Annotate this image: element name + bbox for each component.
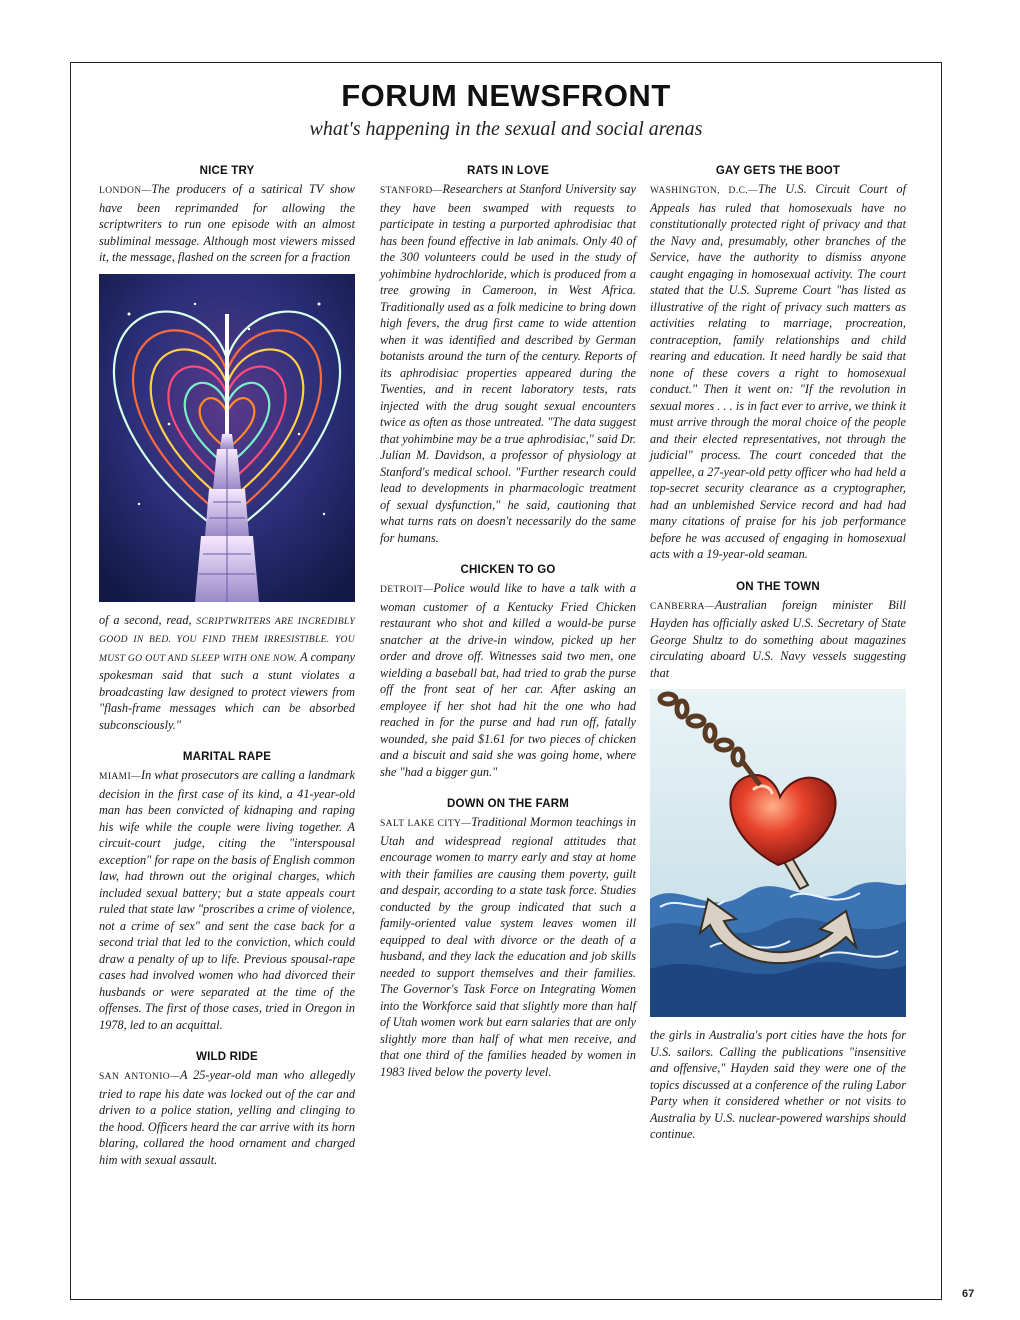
article-text: A company spokesman said that such a stunt violates a broadcasting law designed to protect viewers from "flash-frame messages which can be absorbed subconsciously." bbox=[99, 649, 355, 732]
article-text: The producers of a satirical TV show have been reprimanded for allowing the scriptwriters to run one episode with an almost subliminal message. Although most viewers missed it, the message, flashed on the screen for a fraction bbox=[99, 182, 355, 264]
article-on-the-town-part1 bbox=[650, 597, 906, 682]
masthead bbox=[70, 78, 942, 141]
illustration-heart-anchor bbox=[650, 689, 906, 1017]
headline-gay-gets-the-boot: GAY GETS THE BOOT bbox=[715, 165, 841, 177]
headline-wild-ride: WILD RIDE bbox=[196, 1051, 258, 1063]
article-text: A 25-year-old man who allegedly tried to rape his date was locked out of the car and driven to a police station, yelling and clinging to the hood. Officers heard the car arrive with its horn blaring, collared the hood ornament and charged him with sexual assault. bbox=[99, 1068, 355, 1167]
dateline: CANBERRA— bbox=[650, 601, 715, 612]
dateline: MIAMI— bbox=[99, 772, 141, 782]
dateline: SAN ANTONIO— bbox=[99, 1072, 180, 1082]
headline-rats-in-love: RATS IN LOVE bbox=[466, 165, 550, 177]
article-rats-in-love bbox=[380, 181, 636, 546]
section-subtitle: what's happening in the sexual and social arenas bbox=[309, 118, 703, 140]
article-text: Traditional Mormon teachings in Utah and widespread regional attitudes that encourage women to marry early and stay at home with their families are causing them poverty, guilt and despair, according to a state task force. Studies conducted by the group indicated that such a family-oriented value system leaves women ill equipped to deal with divorce or the death of a husband, and they lack the education and job skills needed to support themselves and their families. The Governor's Task Force on Integrating Women into the Workforce said that slightly more than half of Utah women work but earn salaries that are only slightly more than half of what men receive, and that one third of the families headed by women in 1983 lived below the poverty level. bbox=[380, 815, 636, 1079]
article-wild-ride bbox=[99, 1067, 355, 1168]
article-on-the-town-part2 bbox=[650, 1027, 906, 1143]
article-text: Australian foreign minister Bill Hayden has officially asked U.S. Secretary of State George Shultz to do something about magazines circulating aboard U.S. Navy vessels suggesting that bbox=[650, 597, 906, 680]
article-text: of a second, read, bbox=[99, 612, 192, 627]
sea-waves bbox=[650, 882, 906, 1017]
page-number: 67 bbox=[962, 1288, 975, 1300]
article-text: Police would like to have a talk with a woman customer of a Kentucky Fried Chicken restaurant who shot and killed a would-be purse snatcher at the drive-in window, picked up her order and drove off. Witnesses said two men, one wielding a baseball bat, had tried to grab the purse off the front seat of her car. After asking an employee if her shot had hit the one who had reached in for the purse and had run off, fatally wounded, she paid $1.61 for two pieces of chicken and a biscuit and said she was going home, where she "had a bigger gun." bbox=[380, 581, 636, 779]
headline-marital-rape: MARITAL RAPE bbox=[182, 751, 272, 763]
article-marital-rape bbox=[99, 767, 355, 1033]
article-gay-gets-the-boot bbox=[650, 181, 906, 563]
article-text: Researchers at Stanford University say they have been swamped with requests to participate in testing a purported aphrodisiac that has been found effective in lab animals. Only 40 of the 300 volunteers could be used in the study of yohimbine hydrochloride, which is produced from a tree growing in Cameroon, in West Africa. Traditionally used as a folk medicine to bring down high fevers, the drug first came to wide attention when it was identified and described by German botanists around the turn of the century. Reports of its aphrodisiac properties appeared during the Twenties, and in recent laboratory tests, rats injected with the drug sought sexual encounters twice as often as those untreated. "The data suggest that yohimbine may be a true aphrodisiac," said Dr. Julian M. Davidson, a professor of physiology at Stanford's medical school. "Further research could lead to developments in pharmacologic treatment of sexual dysfunction," he said, cautioning that what turns rats on doesn't necessarily do the same for humans. bbox=[380, 182, 636, 545]
article-text: In what prosecutors are calling a landmark decision in the first case of its kind, a 41-year-old man has been convicted of kidnaping and raping his wife while the couple were living together. A circuit-court judge, citing the "interspousal exception" for rape on the basis of English common law, had thrown out the original charges, which included sexual battery; but a state appeals court ruled that state law "proscribes a crime of violence, not a crime of sex" and sent the case back for a second trial that led to the conviction, which could draw a penalty of up to life. Previous spousal-rape cases had involved women who had divorced their husbands or were separated at the time of the offenses. The first of those cases, tried in Oregon in 1978, led to an acquittal. bbox=[99, 768, 355, 1032]
column-left bbox=[99, 165, 355, 1168]
headline-on-the-town: ON THE TOWN bbox=[736, 580, 820, 593]
dateline: LONDON— bbox=[99, 186, 152, 196]
article-nice-try-part1 bbox=[99, 181, 355, 266]
dateline: SALT LAKE CITY— bbox=[380, 819, 472, 829]
article-text: the girls in Australia's port cities have the hots for U.S. sailors. Calling the publications "insensitive and offensive," Hayden said they were one of the topics discussed at a conference of the ruling Labor Party when it considered whether or not visits to Australia by U.S. nuclear-powered warships should continue. bbox=[650, 1028, 906, 1141]
dateline: WASHINGTON, D.C.— bbox=[650, 186, 759, 196]
section-title: FORUM NEWSFRONT bbox=[341, 78, 671, 113]
headline-chicken-to-go: CHICKEN TO GO bbox=[460, 564, 556, 576]
subliminal-message: SCRIPTWRITERS ARE INCREDIBLY GOOD IN BED. YOU FIND THEM IRRESISTIBLE. YOU MUST GO OUT AND SLEEP WITH ONE NOW. bbox=[99, 615, 355, 664]
article-text: The U.S. Circuit Court of Appeals has ruled that homosexuals have no constitutionally protected right of privacy and that the Navy and, presumably, other branches of the Service, have the authority to dismiss anyone caught engaging in homosexual activity. The court stated that the U.S. Supreme Court "has listed as illustrative of the right of privacy such matters as activities relating to marriage, procreation, contraception, family relationships and child rearing and education. It need hardly be said that none of these covers a right to homosexual conduct." Then it went on: "If the revolution in sexual mores . . . is in fact ever to arrive, we think it must arrive through the moral choice of the people and their elected representatives, not through the judicial" process. The court conceded that the appellee, a 27-year-old petty officer who had held a top-secret security clearance as a cryptographer, had an unblemished Service record and had had many citations of praise for his job performance before he was accused of engaging in homosexual acts with a 19-year-old seaman. bbox=[650, 182, 906, 561]
dateline: STANFORD— bbox=[380, 186, 443, 196]
article-nice-try-part2 bbox=[99, 612, 355, 734]
headline-down-on-the-farm: DOWN ON THE FARM bbox=[446, 798, 570, 810]
headline-nice-try: NICE TRY bbox=[199, 165, 255, 177]
article-down-on-the-farm bbox=[380, 814, 636, 1080]
column-right bbox=[650, 165, 906, 1143]
dateline: DETROIT— bbox=[380, 585, 434, 595]
column-middle bbox=[380, 165, 636, 1080]
illustration-neon-hearts bbox=[99, 274, 355, 602]
article-chicken-to-go bbox=[380, 580, 636, 780]
